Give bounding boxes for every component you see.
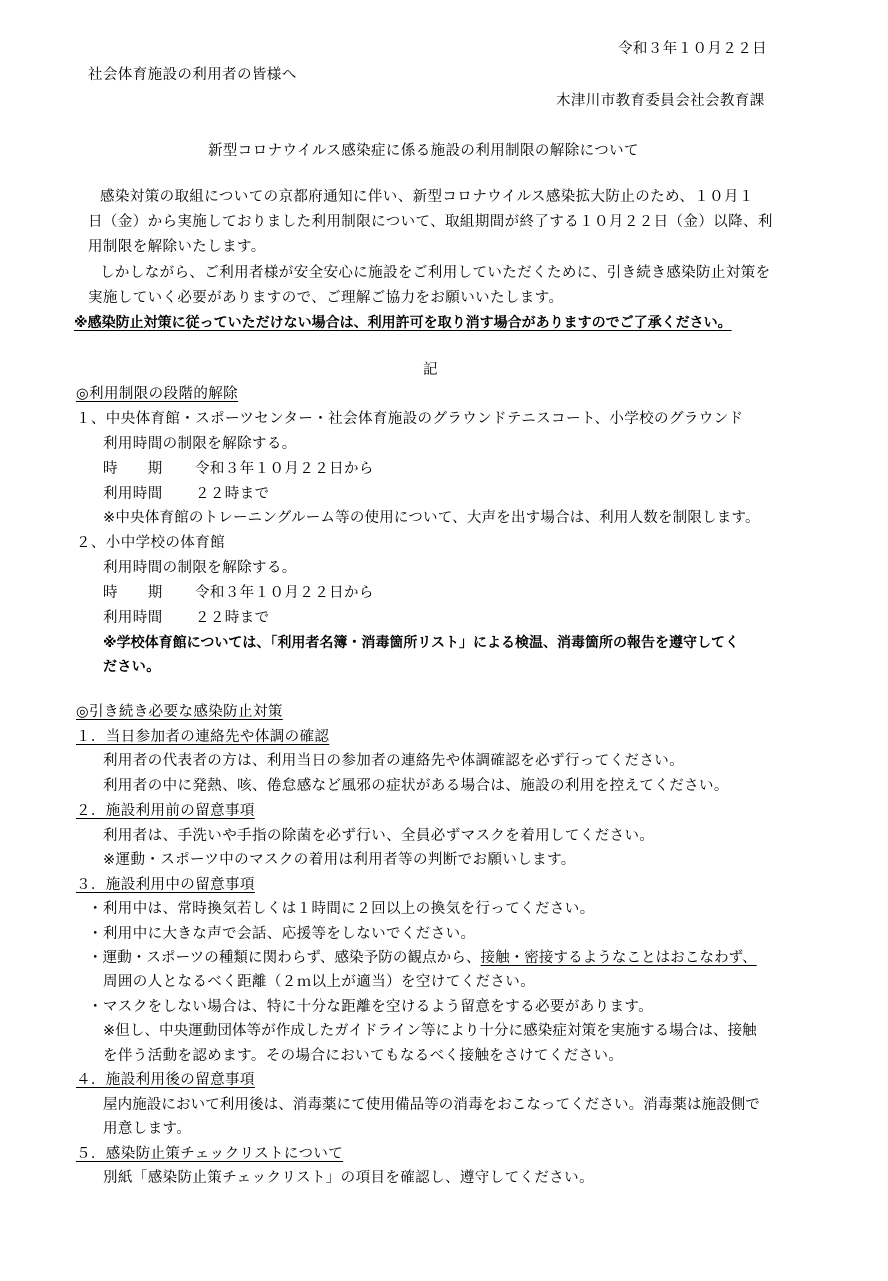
ki-marker: 記	[423, 362, 438, 378]
s2-item3-note-line1: ※但し、中央運動団体等が作成したガイドライン等により十分に感染症対策を実施する場合は、接触	[103, 1023, 757, 1039]
s2-item3-bullet3-line1	[88, 947, 757, 969]
s2-item2-line2: ※運動・スポーツ中のマスクの着用は利用者等の判断でお願いします。	[103, 852, 576, 868]
intro-p1-line1: 感染対策の取組についての京都府通知に伴い、新型コロナウイルス感染拡大防止のため、１０月１	[100, 189, 754, 205]
section2-heading: ◎引き続き必要な感染防止対策	[76, 704, 283, 720]
s1-item1-title: １、中央体育館・スポーツセンター・社会体育施設のグラウンドテニスコート、小学校のグラウンド	[76, 411, 744, 427]
s2-item1-line1: 利用者の代表者の方は、利用当日の参加者の連絡先や体調確認を必ず行ってください。	[103, 753, 685, 769]
intro-p1-line3: 用制限を解除いたします。	[88, 239, 266, 255]
section1-heading: ◎利用制限の段階的解除	[76, 386, 239, 402]
s1-item1-hours-value: ２２時まで	[195, 486, 270, 502]
document-date: 令和３年１０月２２日	[618, 41, 767, 57]
s1-item2-line1: 利用時間の制限を解除する。	[103, 560, 297, 576]
recipient-line: 社会体育施設の利用者の皆様へ	[88, 67, 297, 83]
s2-item1-line2: 利用者の中に発熱、咳、倦怠感など風邪の症状がある場合は、施設の利用を控えてください。	[103, 778, 729, 794]
s2-item2-line1: 利用者は、手洗いや手指の除菌を必ず行い、全員必ずマスクを着用してください。	[103, 828, 655, 844]
document-title: 新型コロナウイルス感染症に係る施設の利用制限の解除について	[208, 143, 639, 159]
s2-item5-title: ５．感染防止策チェックリストについて	[76, 1146, 344, 1162]
s1-item1-period-value: 令和３年１０月２２日から	[195, 461, 374, 477]
sender-line: 木津川市教育委員会社会教育課	[556, 93, 765, 109]
s2-item3-title: ３．施設利用中の留意事項	[76, 877, 255, 893]
s1-item1-period-label: 時 期	[103, 461, 163, 477]
s1-item2-period-value: 令和３年１０月２２日から	[195, 585, 374, 601]
s2-item3-bullet3-underlined: 接触・密接するようなことはおこなわず、	[480, 950, 757, 966]
s2-item3-bullet1: ・利用中は、常時換気若しくは１時間に２回以上の換気を行ってください。	[88, 901, 595, 917]
intro-p2-line2: 実施していく必要がありますので、ご理解ご協力をお願いいたします。	[88, 290, 564, 306]
s2-item1-title: １．当日参加者の連絡先や体調の確認	[76, 729, 330, 745]
s2-item3-bullet3-text: ・運動・スポーツの種類に関わらず、感染予防の観点から、	[88, 950, 481, 966]
s1-item2-hours-value: ２２時まで	[195, 610, 270, 626]
s1-item1-note: ※中央体育館のトレーニングルーム等の使用について、大声を出す場合は、利用人数を制限します。	[103, 510, 760, 526]
s1-item1-hours-label: 利用時間	[103, 486, 163, 502]
s1-item1-line1: 利用時間の制限を解除する。	[103, 436, 297, 452]
s2-item4-line1: 屋内施設において利用後は、消毒薬にて使用備品等の消毒をおこなってください。消毒薬は施設側で	[103, 1097, 760, 1113]
compliance-warning: ※感染防止対策に従っていただけない場合は、利用許可を取り消す場合がありますのでご了承ください。	[74, 315, 732, 331]
s2-item5-line1: 別紙「感染防止策チェックリスト」の項目を確認し、遵守してください。	[103, 1170, 594, 1186]
intro-p2-line1: しかしながら、ご利用者様が安全安心に施設をご利用していただくために、引き続き感染防止対策を	[100, 265, 771, 281]
s2-item4-line2: 用意します。	[103, 1121, 192, 1137]
s2-item3-note-line2: を伴う活動を認めます。その場合においてもなるべく接触をさけてください。	[103, 1048, 624, 1064]
s1-item2-note-line1: ※学校体育館については、「利用者名簿・消毒箇所リスト」による検温、消毒箇所の報告を遵守してく	[103, 635, 740, 651]
s2-item3-bullet4: ・マスクをしない場合は、特に十分な距離を空けるよう留意をする必要があります。	[88, 999, 654, 1015]
s1-item2-note-line2: ださい。	[103, 659, 161, 675]
s1-item2-title: ２、小中学校の体育館	[76, 535, 225, 551]
s1-item2-hours-label: 利用時間	[103, 610, 163, 626]
s1-item2-period-label: 時 期	[103, 585, 163, 601]
s2-item4-title: ４．施設利用後の留意事項	[76, 1072, 255, 1088]
s2-item3-bullet3-line2: 周囲の人となるべく距離（２ｍ以上が適当）を空けてください。	[103, 974, 536, 990]
s2-item2-title: ２．施設利用前の留意事項	[76, 803, 255, 819]
s2-item3-bullet2: ・利用中に大きな声で会話、応援等をしないでください。	[88, 926, 476, 942]
intro-p1-line2: 日（金）から実施しておりました利用制限について、取組期間が終了する１０月２２日（金）以降、利	[88, 214, 773, 230]
